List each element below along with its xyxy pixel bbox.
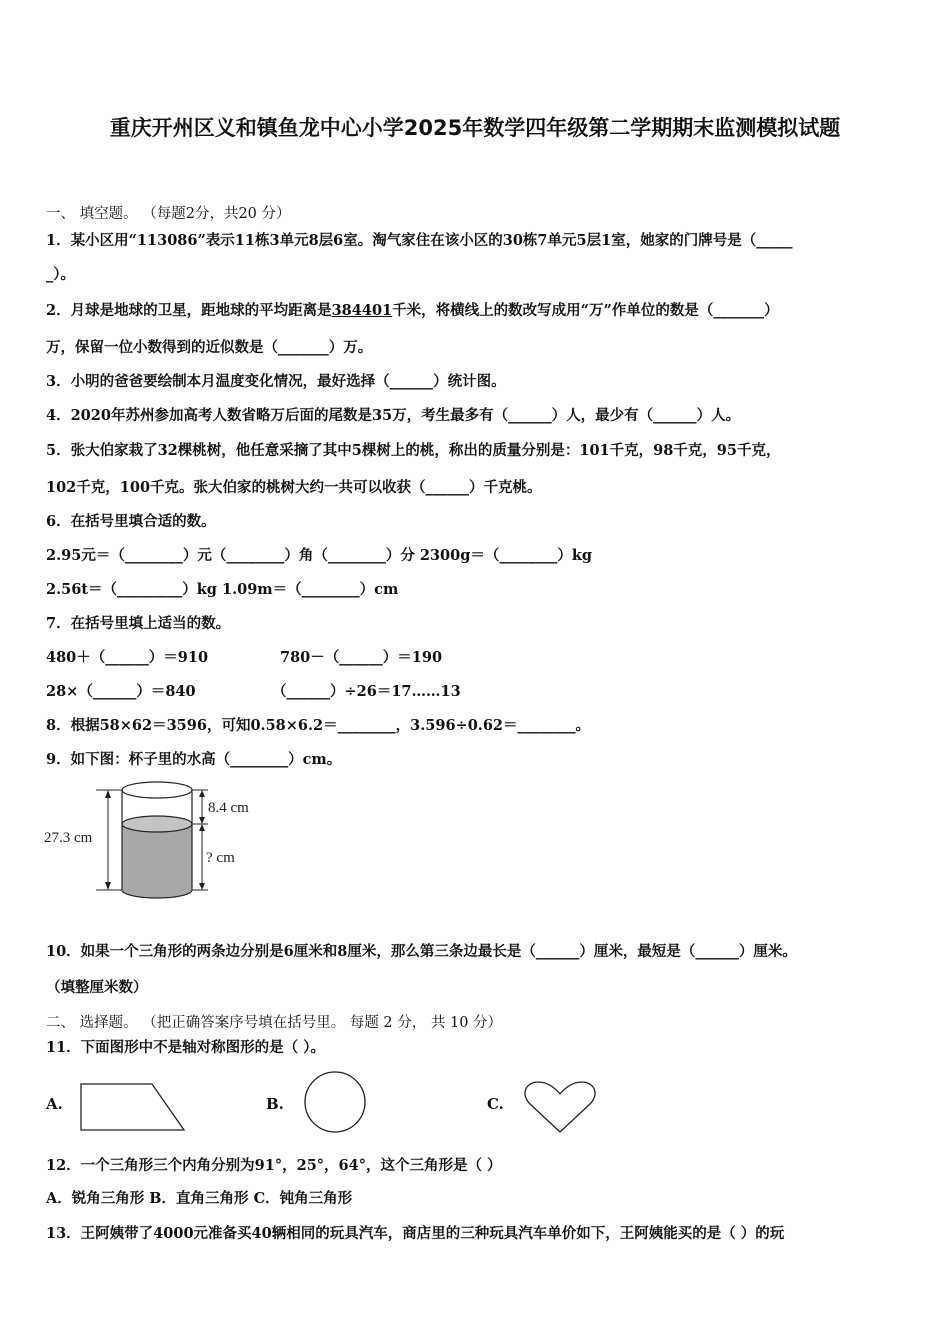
question-3: 3．小明的爸爸要绘制本月温度变化情况，最好选择（______）统计图。 [46,373,506,390]
water-surface [122,816,192,832]
water-fill [122,824,192,898]
right-upper-up-arrow [199,790,205,797]
question-10-line-1: 10．如果一个三角形的两条边分别是6厘米和8厘米，那么第三条边最长是（______）厘米，最短是（______）厘米。 [46,943,797,960]
question-4: 4．2020年苏州参加高考人数省略万后面的尾数是35万，考生最多有（______）人，最少有（______）人。 [46,407,741,424]
question-9: 9．如下图：杯子里的水高（________）cm。 [46,751,342,768]
question-7-item-2: 780－（______）＝190 [280,649,443,666]
question-1-line-1: 1．某小区用“113086”表示11栋3单元8层6室。淘气家住在该小区的30栋7单元5层1室，她家的门牌号是（_____ [46,232,793,249]
question-7-item-4: （______）÷26＝17……13 [272,683,461,700]
question-6-row-1: 2.95元＝（________）元（________）角（________）分 2300g＝（________）kg [46,547,593,564]
page-title: 重庆开州区义和镇鱼龙中心小学2025年数学四年级第二学期期末监测模拟试题 [109,116,841,140]
option-c-label: C. [487,1095,504,1113]
question-5-line-1: 5．张大伯家栽了32棵桃树，他任意采摘了其中5棵树上的桃，称出的质量分别是：101千克，98千克，95千克， [46,442,781,459]
option-a-label: A. [46,1095,63,1113]
question-1-line-2: _）。 [46,266,75,283]
question-13: 13．王阿姨带了4000元准备买40辆相同的玩具汽车，商店里的三种玩具汽车单价如下，王阿姨能买的是（ ）的玩 [46,1225,785,1242]
water-height-label: ? cm [206,850,235,866]
left-down-arrow [105,882,111,890]
trapezoid-shape [78,1080,188,1134]
left-up-arrow [105,790,111,798]
section-1-heading: 一、 填空题。 （每题2分，共20 分） [46,206,291,222]
right-upper-down-arrow [199,817,205,824]
circle-shape [300,1070,370,1134]
question-2-prefix: 2．月球是地球的卫星，距地球的平均距离是 [46,302,332,319]
total-height-label: 27.3 cm [44,830,93,846]
question-7: 7．在括号里填上适当的数。 [46,615,231,632]
right-lower-up-arrow [199,824,205,831]
question-2-line-1 [46,299,779,320]
option-b-label: B. [266,1095,284,1113]
question-2-underlined-number: 384401 [331,302,393,319]
cup-rim [122,782,192,798]
question-8: 8．根据58×62＝3596，可知0.58×6.2＝________，3.596÷0.62＝________。 [46,717,591,734]
question-12-options: A．锐角三角形 B．直角三角形 C．钝角三角形 [46,1190,353,1207]
heart-shape [522,1078,598,1136]
question-6-row-2: 2.56t＝（_________）kg 1.09m＝（________）cm [46,581,399,598]
cup-diagram [40,778,280,903]
question-2-suffix: 千米，将横线上的数改写成用“万”作单位的数是（_______） [392,302,779,319]
question-2-line-2: 万，保留一位小数得到的近似数是（_______）万。 [46,339,373,356]
question-7-item-1: 480＋（______）＝910 [46,649,209,666]
question-11: 11．下面图形中不是轴对称图形的是（ ）。 [46,1039,325,1056]
question-12: 12．一个三角形三个内角分别为91°，25°，64°，这个三角形是（ ） [46,1157,502,1174]
question-7-item-3: 28×（______）＝840 [46,683,196,700]
question-6: 6．在括号里填合适的数。 [46,513,216,530]
right-lower-down-arrow [199,883,205,890]
section-2-heading: 二、 选择题。 （把正确答案序号填在括号里。 每题 2 分， 共 10 分） [46,1015,503,1031]
question-10-line-2: （填整厘米数） [46,979,148,996]
question-5-line-2: 102千克，100千克。张大伯家的桃树大约一共可以收获（______）千克桃。 [46,479,542,496]
top-gap-label: 8.4 cm [208,800,249,816]
